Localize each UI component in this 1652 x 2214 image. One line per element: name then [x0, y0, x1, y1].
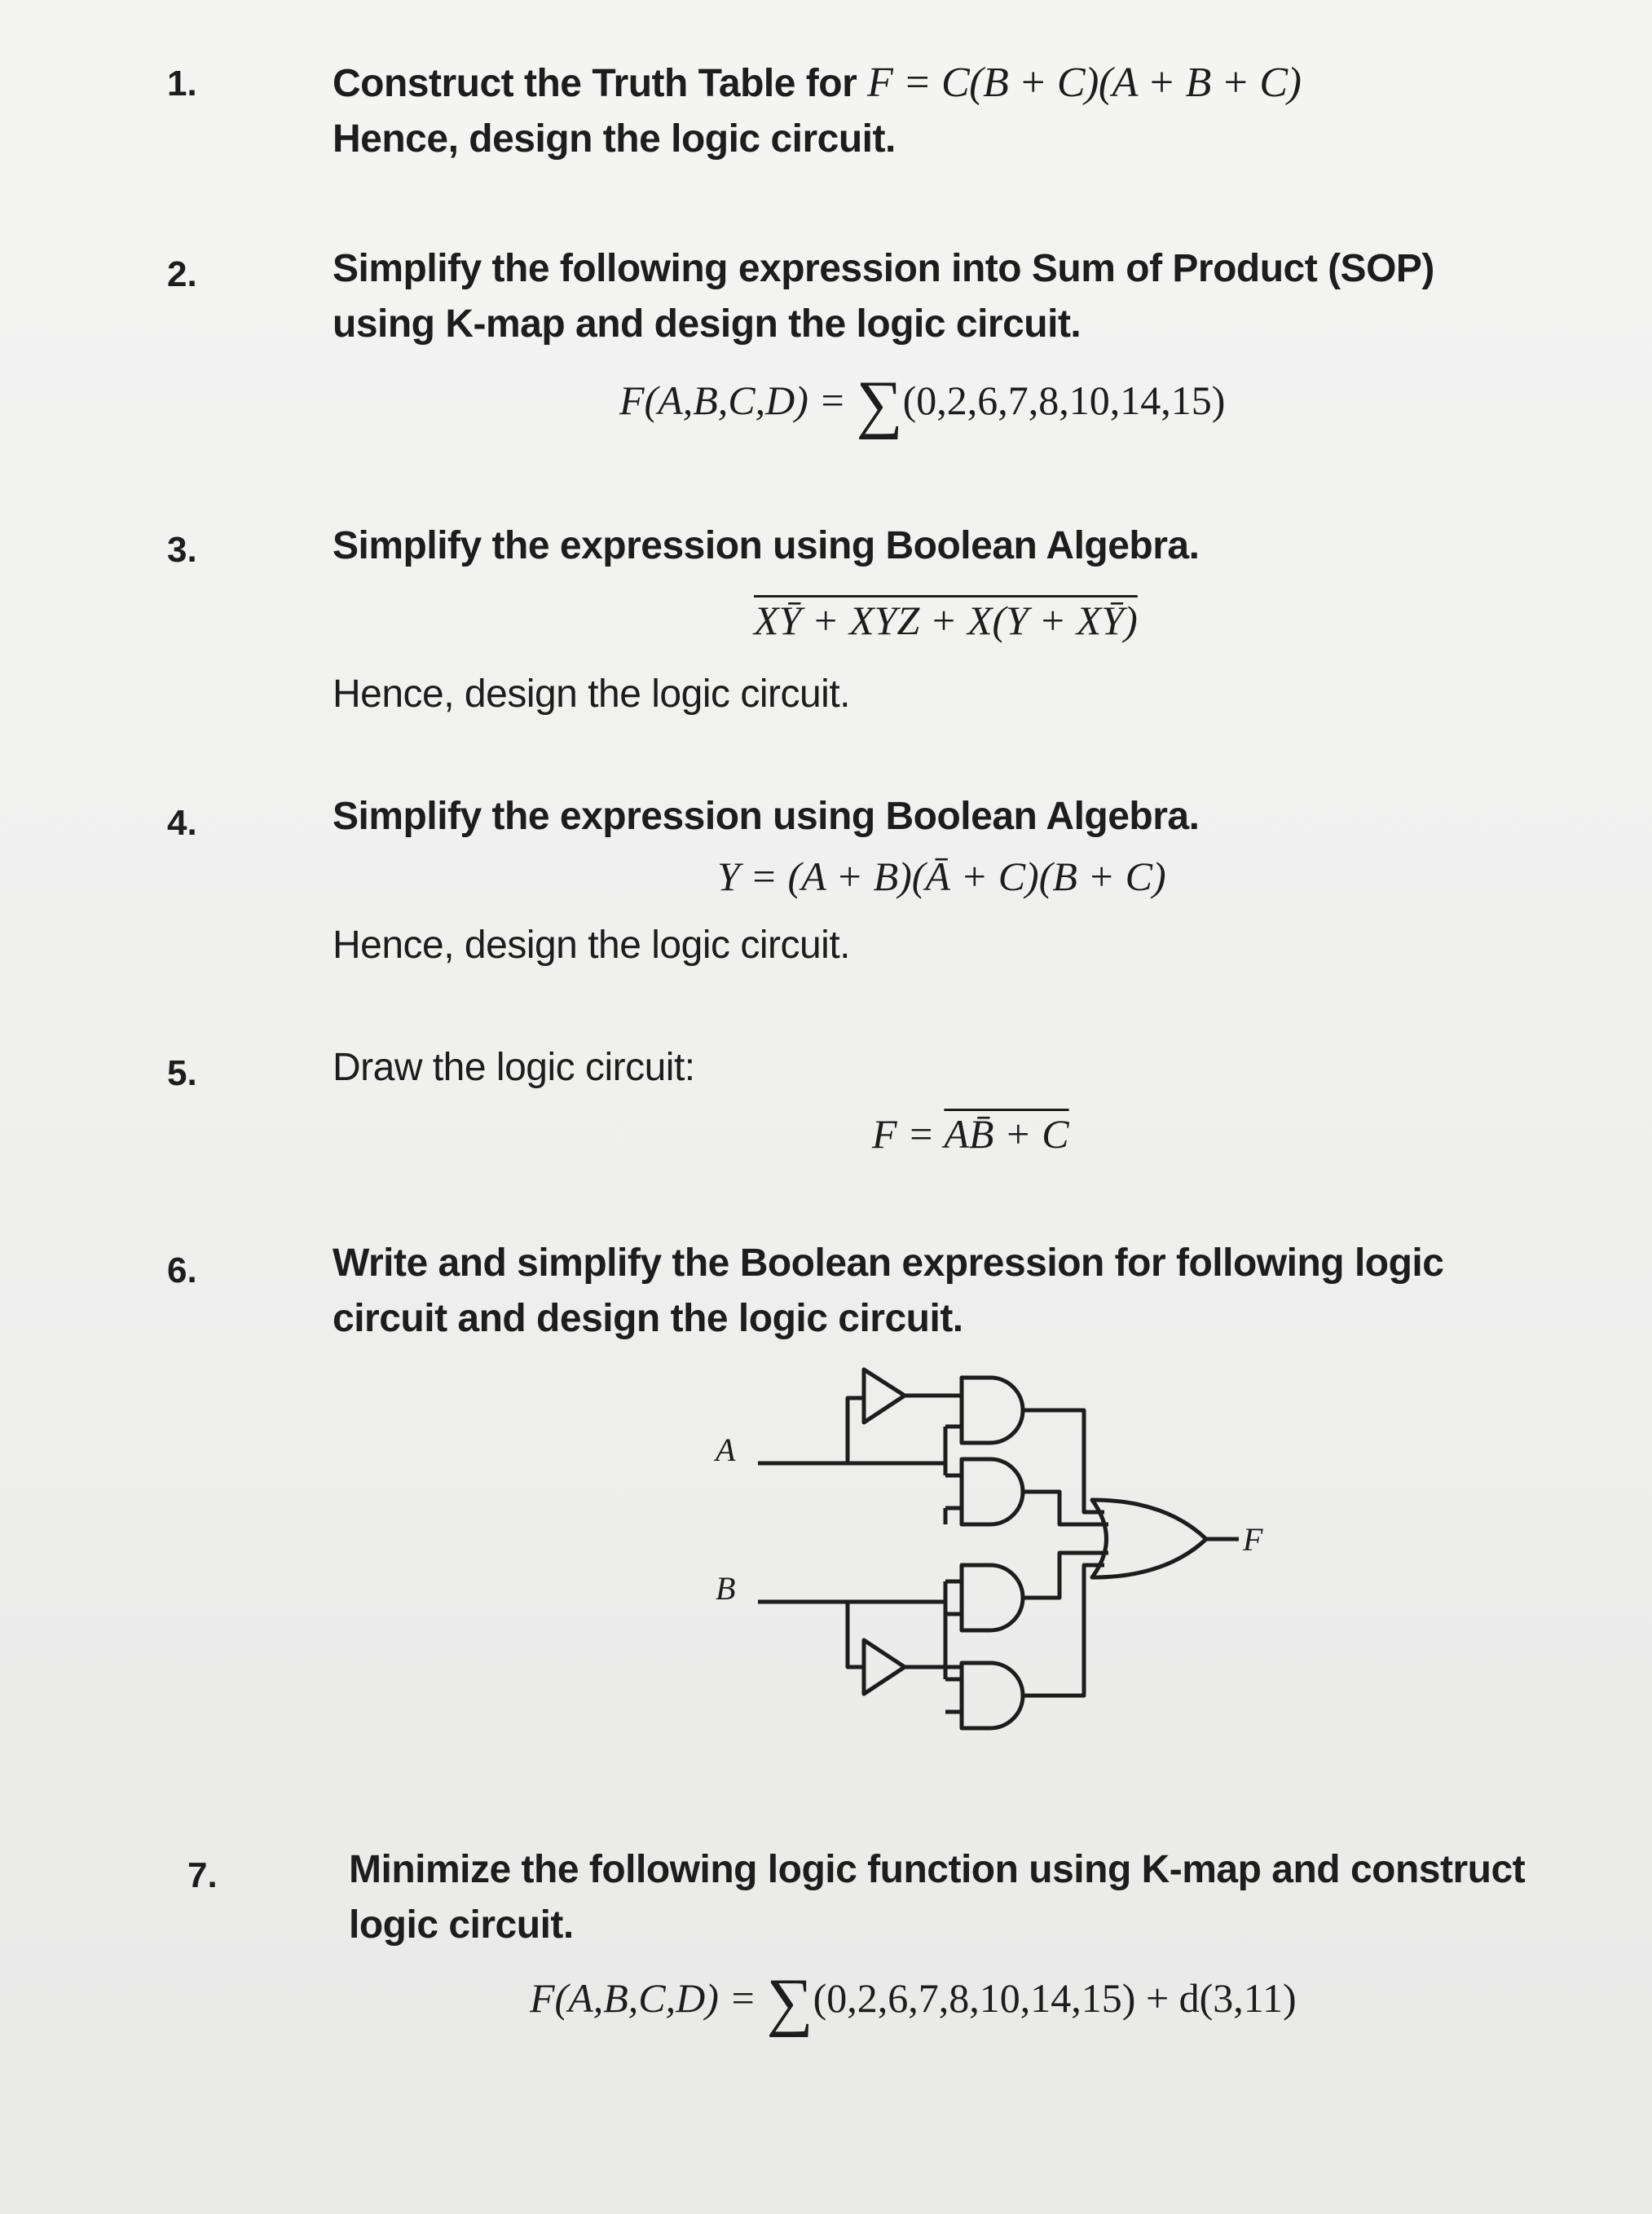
- and-gate-2: [962, 1459, 1023, 1524]
- question-text: [333, 667, 1604, 722]
- minterm-list: (0,2,6,7,8,10,14,15): [902, 377, 1226, 423]
- question-line: Minimize the following logic function using K-map and construct: [349, 1848, 1526, 1891]
- equation: [530, 1966, 1297, 2038]
- and-gate-4: [962, 1663, 1023, 1728]
- question-number: 5.: [167, 1053, 197, 1093]
- equation: [619, 368, 1226, 440]
- question-line: Simplify the expression using Boolean Algebra.: [333, 524, 1200, 567]
- wire-and4-out: [1023, 1565, 1104, 1696]
- wire-b-to-not: [848, 1602, 864, 1667]
- question-number: 2.: [167, 254, 197, 294]
- input-label-b: B: [716, 1570, 736, 1607]
- equation: Y = (A + B)(Ā + C)(B + C): [717, 853, 1166, 899]
- and-gate-1: [962, 1378, 1023, 1443]
- question-text: [333, 1236, 1604, 1347]
- question-line: Hence, design the logic circuit.: [333, 924, 850, 967]
- question-text: [333, 789, 1604, 845]
- question-line: logic circuit.: [349, 1903, 574, 1947]
- logic-circuit-diagram: [701, 1353, 1288, 1777]
- question-text: [333, 55, 1604, 167]
- question-line: Hence, design the logic circuit.: [333, 673, 850, 716]
- question-number: 1.: [167, 64, 197, 104]
- wire-a-to-not: [848, 1398, 864, 1463]
- question-text: [349, 1842, 1620, 1953]
- question-number: 4.: [167, 803, 197, 843]
- circuit-svg: [701, 1353, 1288, 1777]
- question-text: [333, 241, 1604, 352]
- wire-and1-in: [945, 1427, 962, 1463]
- wire-and2-in: [945, 1463, 962, 1508]
- question-line: Simplify the expression using Boolean Algebra.: [333, 795, 1200, 838]
- equation-rhs: AB̄ + C: [944, 1111, 1069, 1157]
- question-text: [333, 1040, 1604, 1096]
- wire-and3-in: [945, 1581, 962, 1614]
- wire-and4-in: [945, 1602, 962, 1712]
- question-text: [333, 918, 1604, 973]
- question-number: 3.: [167, 530, 197, 570]
- question-number: 7.: [187, 1855, 218, 1895]
- equation-lhs: F =: [872, 1111, 945, 1157]
- equation: [872, 1110, 1069, 1158]
- question-text: [333, 518, 1604, 574]
- question-line: Hence, design the logic circuit.: [333, 117, 896, 161]
- not-gate-bottom: [864, 1640, 905, 1694]
- question-line: Construct the Truth Table for: [333, 62, 868, 105]
- question-line: Simplify the following expression into Sum of Product (SOP): [333, 247, 1434, 290]
- equation: XȲ + XYZ + X(Y + XȲ): [754, 598, 1138, 643]
- output-label-f: F: [1243, 1521, 1263, 1558]
- question-number: 6.: [167, 1250, 197, 1290]
- not-gate-top: [864, 1369, 905, 1422]
- equation-lhs: F(A,B,C,D) =: [619, 377, 857, 423]
- question-line: Draw the logic circuit:: [333, 1046, 695, 1089]
- input-label-a: A: [716, 1431, 736, 1468]
- sigma-symbol: ∑: [856, 368, 903, 440]
- question-line: using K-map and design the logic circuit.: [333, 302, 1082, 346]
- question-line: circuit and design the logic circuit.: [333, 1297, 963, 1340]
- wire-and1-out: [1023, 1410, 1104, 1512]
- or-gate: [1092, 1500, 1206, 1577]
- equation-lhs: F(A,B,C,D) =: [530, 1975, 767, 2021]
- and-gate-3: [962, 1565, 1023, 1630]
- sigma-symbol: ∑: [766, 1966, 813, 2038]
- expression: F = C(B + C)(A + B + C): [867, 60, 1302, 106]
- minterm-list: (0,2,6,7,8,10,14,15) + d(3,11): [813, 1975, 1297, 2021]
- question-line: Write and simplify the Boolean expression for following logic: [333, 1242, 1444, 1285]
